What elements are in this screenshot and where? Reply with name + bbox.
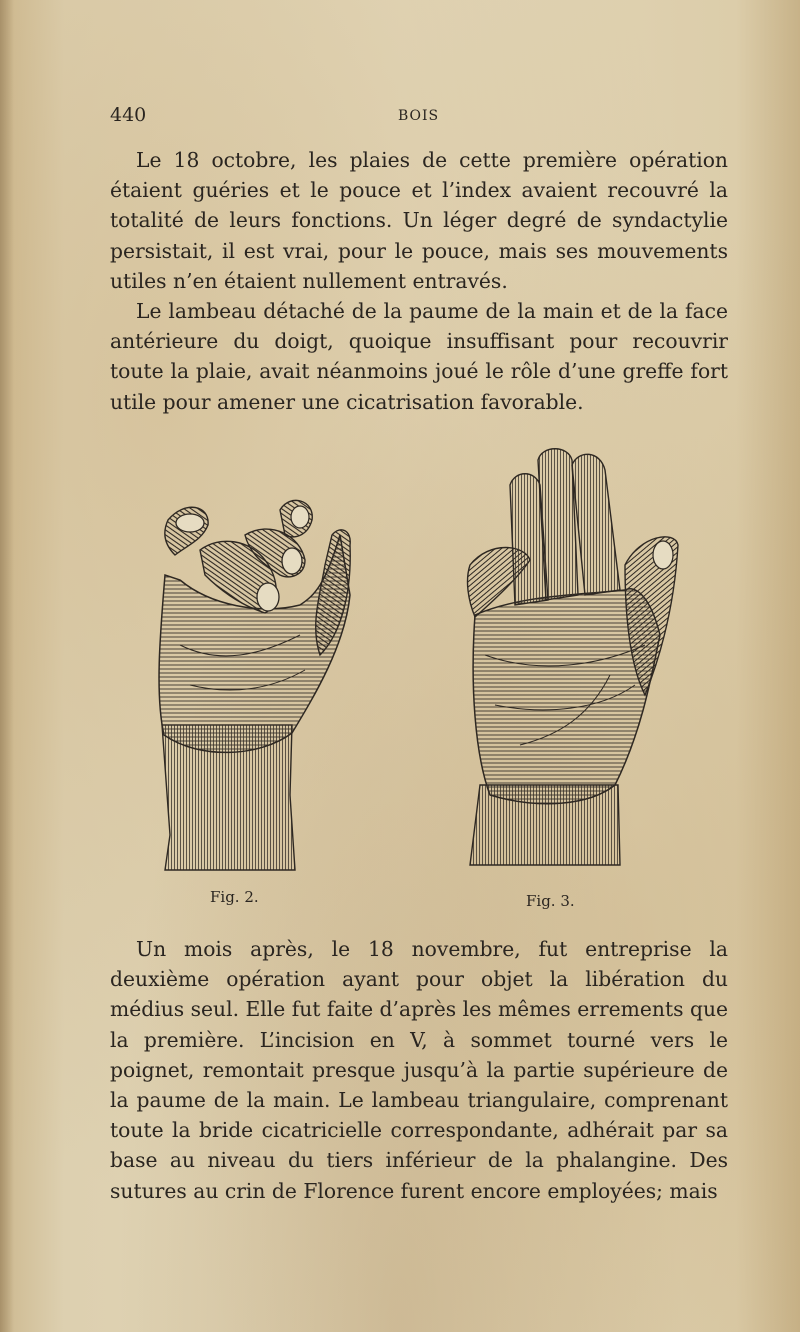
page-header	[110, 104, 730, 134]
figure-2	[140, 495, 360, 875]
page-edge-shadow	[0, 0, 14, 1332]
page-number: 440	[110, 104, 147, 126]
figure-3	[460, 445, 690, 885]
hand-flexed-fingers-illustration	[140, 495, 360, 875]
running-head: BOIS	[398, 108, 440, 124]
paragraph: Le 18 octobre, les plaies de cette première opération étaient guéries et le pouce et l’index avaient recouvré la totalité de leurs fonctions. Un léger degré de syndactylie persistait, il est vrai, pour le pouce, mais ses mouvements utiles n’en étaient nullement entravés.	[110, 148, 728, 293]
figure-2-caption: Fig. 2.	[210, 888, 259, 906]
paragraph: Un mois après, le 18 novembre, fut entreprise la deuxième opération ayant pour objet la libération du médius seul. Elle fut faite d’après les mêmes errements que la première. L’incision en V, à sommet tourné vers le poignet, remontait presque jusqu’à la partie supérieure de la paume de la main. Le lambeau triangulaire, comprenant toute la bride cicatricielle correspondante, adhérait par sa base au niveau du tiers inférieur de la phalangine. Des sutures au crin de Florence furent encore employées; mais	[110, 937, 729, 1203]
text-block-top	[110, 145, 728, 417]
paragraph: Le lambeau détaché de la paume de la main et de la face antérieure du doigt, quoique insuffisant pour recouvrir toute la plaie, avait néanmoins joué le rôle d’une greffe fort utile pour amener une cicatrisation favorable.	[110, 299, 728, 414]
hand-open-palm-illustration	[460, 445, 690, 885]
figure-3-caption: Fig. 3.	[526, 892, 575, 910]
text-block-bottom	[110, 934, 728, 1206]
